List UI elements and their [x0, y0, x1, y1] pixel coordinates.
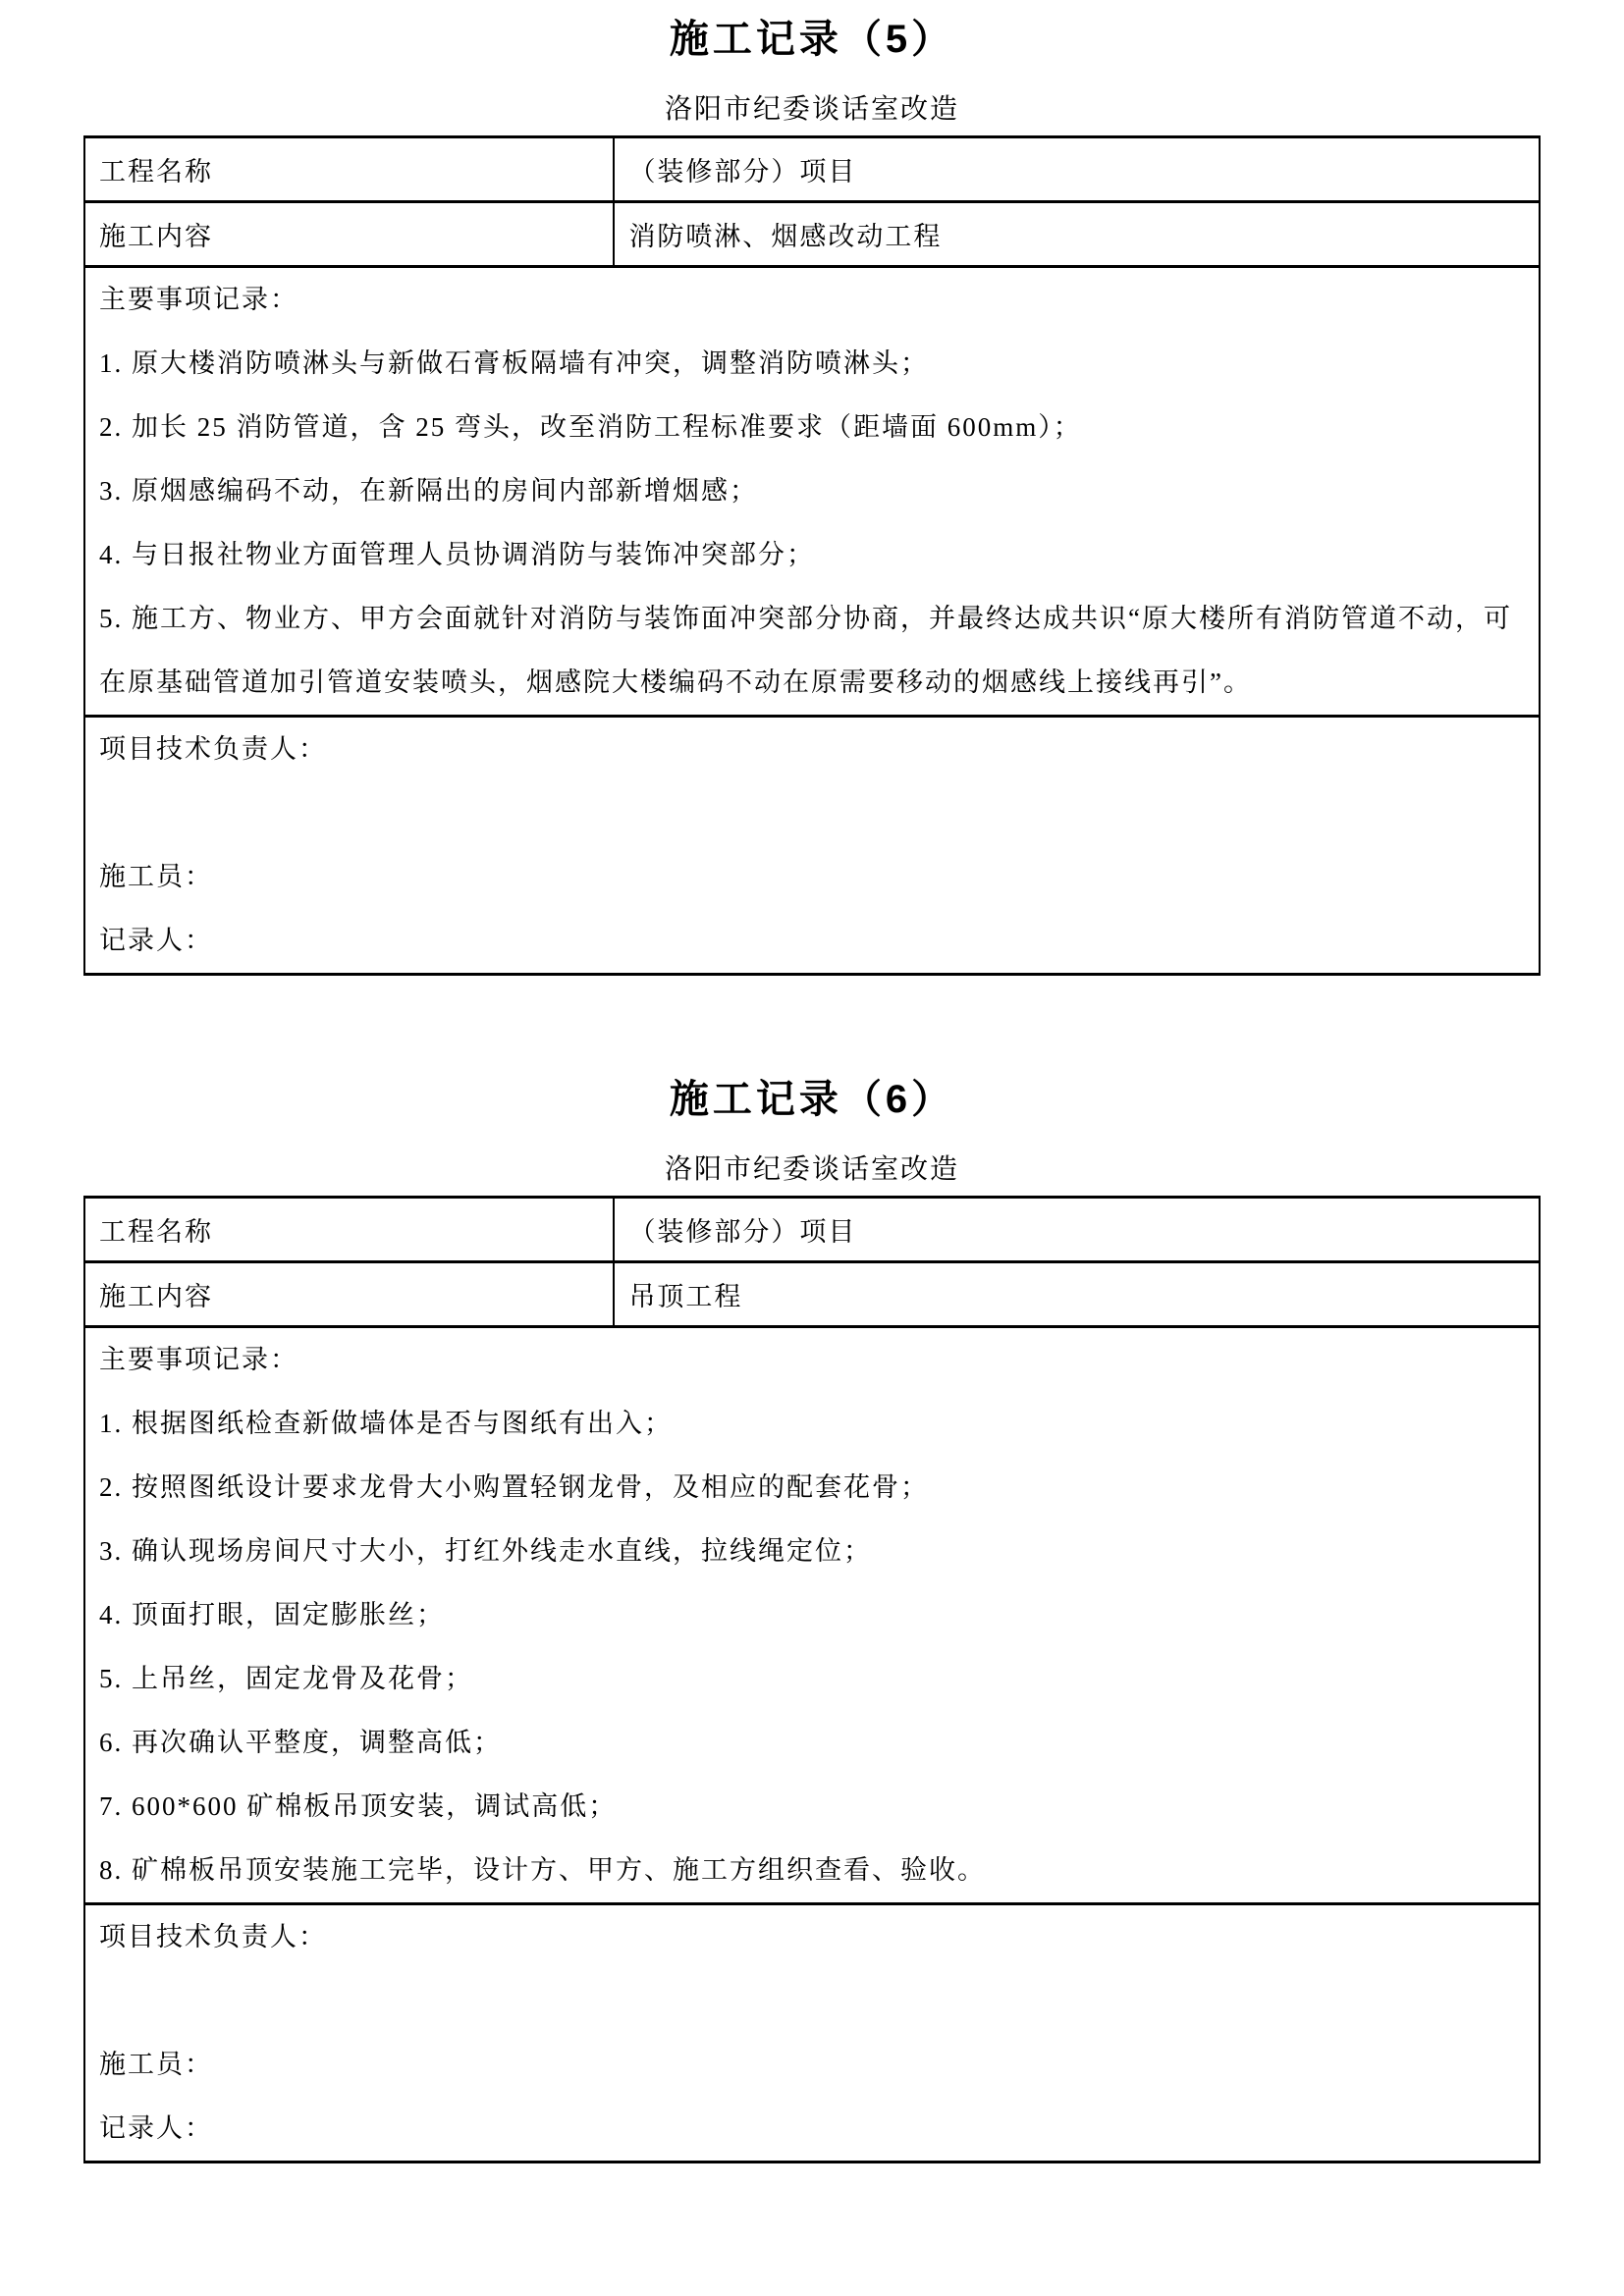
work-content-label: 施工内容	[84, 1262, 614, 1327]
table-row	[84, 267, 1540, 717]
note-item: 6. 再次确认平整度，调整高低；	[99, 1728, 502, 1757]
tech-leader-label: 项目技术负责人：	[99, 734, 327, 764]
record-table	[83, 135, 1541, 976]
signature-section	[84, 1904, 1540, 2163]
note-item: 4. 与日报社物业方面管理人员协调消防与装饰冲突部分；	[99, 540, 815, 569]
construction-record-6	[83, 1074, 1541, 2163]
tech-leader-label: 项目技术负责人：	[99, 1922, 327, 1951]
constructor-label: 施工员：	[99, 862, 213, 891]
table-row	[84, 1327, 1540, 1904]
record-subtitle: 洛阳市纪委谈话室改造	[664, 94, 959, 125]
record-table	[83, 1196, 1541, 2163]
table-row	[84, 1198, 1540, 1262]
project-name-label: 工程名称	[84, 1198, 614, 1262]
record-title: 施工记录（5）	[669, 18, 955, 61]
note-item: 2. 加长 25 消防管道，含 25 弯头，改至消防工程标准要求（距墙面 600mm）；	[99, 412, 1082, 442]
note-item: 3. 原烟感编码不动，在新隔出的房间内部新增烟感；	[99, 476, 758, 506]
note-item: 8. 矿棉板吊顶安装施工完毕，设计方、甲方、施工方组织查看、验收。	[99, 1855, 986, 1885]
note-item: 7. 600*600 矿棉板吊顶安装，调试高低；	[99, 1791, 618, 1821]
record-subtitle: 洛阳市纪委谈话室改造	[664, 1154, 959, 1185]
notes-header: 主要事项记录：	[99, 1345, 298, 1374]
project-name-value: （装修部分）项目	[614, 1198, 1540, 1262]
note-item: 1. 根据图纸检查新做墙体是否与图纸有出入；	[99, 1409, 673, 1438]
table-row	[84, 1262, 1540, 1327]
table-row	[84, 137, 1540, 202]
notes-section	[84, 267, 1540, 717]
work-content-value: 吊顶工程	[614, 1262, 1540, 1327]
recorder-label: 记录人：	[99, 2113, 213, 2143]
recorder-label: 记录人：	[99, 926, 213, 955]
table-row	[84, 202, 1540, 267]
note-item: 2. 按照图纸设计要求龙骨大小购置轻钢龙骨，及相应的配套花骨；	[99, 1472, 929, 1502]
record-title: 施工记录（6）	[669, 1078, 955, 1121]
note-item: 3. 确认现场房间尺寸大小，打红外线走水直线，拉线绳定位；	[99, 1536, 872, 1566]
note-item: 4. 顶面打眼，固定膨胀丝；	[99, 1600, 445, 1629]
notes-section	[84, 1327, 1540, 1904]
table-row	[84, 1904, 1540, 2163]
work-content-value: 消防喷淋、烟感改动工程	[614, 202, 1540, 267]
constructor-label: 施工员：	[99, 2050, 213, 2079]
signature-section	[84, 717, 1540, 975]
table-row	[84, 717, 1540, 975]
project-name-label: 工程名称	[84, 137, 614, 202]
note-item: 5. 施工方、物业方、甲方会面就针对消防与装饰面冲突部分协商，并最终达成共识“原大楼所有消防管道不动，可在原基础管道加引管道安装喷头，烟感院大楼编码不动在原需要移动的烟感线上接线再引”。	[99, 604, 1512, 697]
notes-header: 主要事项记录：	[99, 285, 298, 314]
note-item: 1. 原大楼消防喷淋头与新做石膏板隔墙有冲突，调整消防喷淋头；	[99, 348, 929, 378]
work-content-label: 施工内容	[84, 202, 614, 267]
project-name-value: （装修部分）项目	[614, 137, 1540, 202]
construction-record-5	[83, 14, 1541, 976]
note-item: 5. 上吊丝，固定龙骨及花骨；	[99, 1664, 473, 1693]
